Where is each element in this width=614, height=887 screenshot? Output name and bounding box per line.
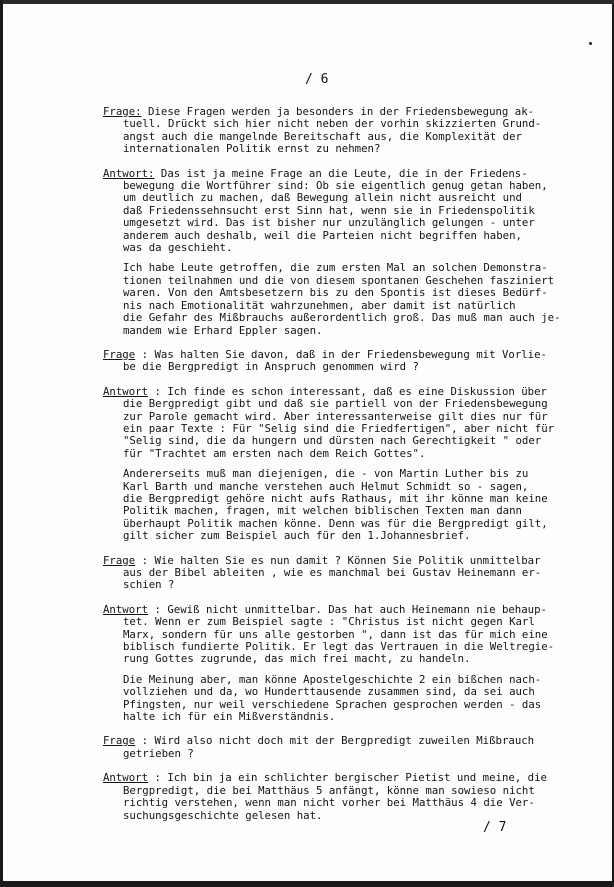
text-line: gilt sicher zum Beispiel auch für den 1.Johannesbrief. <box>123 529 471 543</box>
text-line: Bergpredigt, die bei Matthäus 5 anfängt, könne man sowieso nicht <box>123 783 535 797</box>
text-line: aus der Bibel ableiten , wie es manchmal bei Gustav Heinemann er- <box>123 566 542 579</box>
text-line: suchungsgeschichte gelesen hat. <box>123 808 323 822</box>
text-line: für "Trachtet am ersten nach dem Reich Gottes". <box>123 446 426 460</box>
text-line: die Gefahr des Mißbrauchs außerordentlich groß. Das muß man auch je- <box>123 311 561 325</box>
speaker-label: Frage: <box>103 105 142 118</box>
answer-paragraph <box>103 262 593 336</box>
answer-paragraph <box>103 468 593 542</box>
interview-text <box>103 106 593 834</box>
speaker-label: Antwort <box>103 384 149 398</box>
text-line: zur Parole gemacht wird. Aber interessanterweise gilt dies nur für <box>123 409 548 423</box>
text-line: halte ich für ein Mißverständnis. <box>123 710 336 724</box>
text-line: Das ist ja meine Frage an die Leute, die in der Friedens- <box>154 166 528 180</box>
page-number-bottom: / 7 <box>483 820 507 835</box>
text-line: die Bergpredigt gehöre nicht aufs Rathaus, mit ihr könne man keine <box>123 491 548 505</box>
scan-speck <box>589 42 592 45</box>
text-line: : Ich bin ja ein schlichter bergischer Pietist und meine, die <box>148 771 547 785</box>
answer-block <box>103 772 593 822</box>
text-line: ein paar Texte : Für "Selig sind die Friedfertigen", aber nicht für <box>123 421 555 435</box>
text-line: Marx, sondern für uns alle gestorben ", dann ist das für mich eine <box>123 627 548 641</box>
answer-paragraph <box>103 674 593 724</box>
text-line: Andererseits muß man diejenigen, die - von Martin Luther bis zu <box>123 467 529 481</box>
text-line: biblisch fundierte Politik. Er legt das Vertrauen in die Weltregie- <box>123 640 555 654</box>
text-line: daß Friedenssehnsucht erst Sinn hat, wenn sie in Friedenspolitik <box>123 203 535 217</box>
text-line: getrieben ? <box>123 746 194 760</box>
text-line: : Ich finde es schon interessant, daß es eine Diskussion über <box>148 384 547 398</box>
text-line: tet. Wenn er zum Beispiel sagte : "Christus ist nicht gegen Karl <box>123 615 535 629</box>
text-line: um deutlich zu machen, daß Bewegung allein nicht ausreicht und <box>123 191 522 205</box>
page-number-top: / 6 <box>305 72 329 87</box>
text-line: : Wie halten Sie es nun damit ? Können Sie Politik unmittelbar <box>135 553 541 567</box>
text-line: Ich habe Leute getroffen, die zum ersten Mal an solchen Demonstra- <box>123 261 548 275</box>
speaker-label: Frage <box>103 734 136 748</box>
speaker-label: Frage <box>103 553 136 567</box>
text-line: umgesetzt wird. Das ist bisher nur unzulänglich gelungen - unter <box>123 216 535 230</box>
text-line: was da geschieht. <box>123 241 233 255</box>
text-line: bewegung die Wortführer sind: Ob sie eigentlich genug getan haben, <box>123 179 548 193</box>
first-line <box>103 772 593 784</box>
text-line: angst auch die mangelnde Bereitschaft aus, die Komplexität der <box>123 129 522 143</box>
text-line: "Selig sind, die da hungern und dürsten nach Gerechtigkeit " oder <box>123 434 542 448</box>
question-block <box>103 735 593 760</box>
first-line <box>103 735 593 747</box>
text-line: : Wird also nicht doch mit der Bergpredigt zuweilen Mißbrauch <box>135 734 535 748</box>
text-line: internationalen Politik ernst zu nehmen? <box>123 142 381 156</box>
speaker-label: Antwort: <box>103 166 155 180</box>
text-line: die Bergpredigt gibt und daß sie partiell von der Friedensbewegung <box>123 397 548 411</box>
text-line: tionen teilnahmen und die von diesem spontanen Geschehen fasziniert <box>123 273 555 287</box>
text-line: tuell. Drückt sich hier nicht neben der vorhin skizzierten Grund- <box>123 117 542 131</box>
scan-edge-top <box>3 0 614 4</box>
text-line: mandem wie Erhard Eppler sagen. <box>123 323 323 337</box>
text-line: rung Gottes zugrunde, das mich frei macht, zu handeln. <box>123 652 471 666</box>
text-line: : Gewiß nicht unmittelbar. Das hat auch Heinemann nie behaup- <box>148 602 547 616</box>
answer-block <box>103 168 593 255</box>
text-line: Politik machen, fragen, mit welchen biblischen Texten man dann <box>123 504 522 518</box>
text-line: Karl Barth und manche verstehen auch Helmut Schmidt so - sagen, <box>123 479 529 493</box>
text-line: Pfingsten, nur weil verschiedene Sprachen gesprochen werden - das <box>123 697 542 711</box>
speaker-label: Antwort <box>103 602 149 616</box>
question-block <box>103 555 593 592</box>
question-block <box>103 106 593 156</box>
question-block <box>103 349 593 374</box>
text-line: Diese Fragen werden ja besonders in der Friedensbewegung ak- <box>141 105 535 118</box>
text-line: : Was halten Sie davon, daß in der Friedensbewegung mit Vorlie- <box>135 347 547 361</box>
text-line: nis nach Emotionalität wahrzunehmen, aber damit ist natürlich <box>123 298 516 312</box>
text-line: anderem auch deshalb, weil die Parteien nicht begriffen haben, <box>123 228 522 242</box>
text-line: richtig verstehen, wenn man nicht vorher bei Matthäus 4 die Ver- <box>123 796 535 810</box>
speaker-label: Frage <box>103 347 136 361</box>
answer-block <box>103 386 593 460</box>
text-line: waren. Von den Amtsbesetzern bis zu den Spontis ist dieses Bedürf- <box>123 286 548 300</box>
text-line: be die Bergpredigt in Anspruch genommen wird ? <box>123 360 419 374</box>
text-line: Die Meinung aber, man könne Apostelgeschichte 2 ein bißchen nach- <box>123 672 542 686</box>
scan-edge-bottom <box>3 881 614 887</box>
text-line: überhaupt Politik machen könne. Denn was für die Bergpredigt gilt, <box>123 516 548 530</box>
text-line: vollziehen und da, wo Hunderttausende zusammen sind, da sei auch <box>123 685 535 699</box>
speaker-label: Antwort <box>103 771 149 785</box>
text-line: schien ? <box>123 578 175 592</box>
answer-block <box>103 604 593 666</box>
